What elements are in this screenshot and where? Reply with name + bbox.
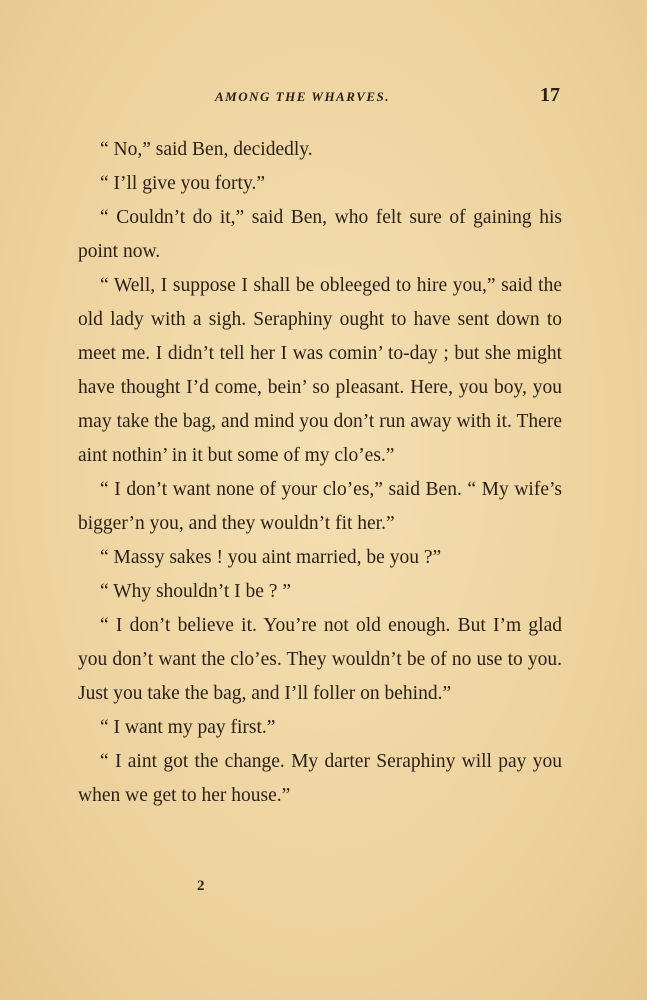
paragraph: “ Couldn’t do it,” said Ben, who felt sure of gaining his point now. [78,207,562,262]
paragraph: “ I don’t believe it. You’re not old enough. But I’m glad you don’t want the clo’es. They wouldn’t be of no use to you. Just you take the bag, and I’ll foller on behind.” [78,615,562,704]
paragraph: “ I aint got the change. My darter Seraphiny will pay you when we get to her house.” [78,751,562,806]
running-head: AMONG THE WHARVES. [215,89,390,104]
paragraph: “ I want my pay first.” [100,717,276,738]
paragraph: “ Massy sakes ! you aint married, be you ?” [100,547,442,568]
paragraph: “ Why shouldn’t I be ? ” [100,581,291,602]
paragraph: “ I’ll give you forty.” [100,173,265,194]
paragraph: “ No,” said Ben, decidedly. [100,139,313,160]
paragraph: “ I don’t want none of your clo’es,” said Ben. “ My wife’s bigger’n you, and they wouldn’t fit her.” [78,479,562,534]
paragraph: “ Well, I suppose I shall be obleeged to hire you,” said the old lady with a sigh. Seraphiny ought to have sent down to meet me. I didn’t tell her I was comin’ to-day ; but she might have thought I’d come, bein’ so pleasant. Here, you boy, you may take the bag, and mind you don’t run away with it. There aint nothin’ in it but some of my clo’es.” [78,275,562,466]
body-text [78,133,562,813]
page-header [0,86,647,112]
signature-mark: 2 [197,878,205,894]
page-number: 17 [540,84,560,106]
